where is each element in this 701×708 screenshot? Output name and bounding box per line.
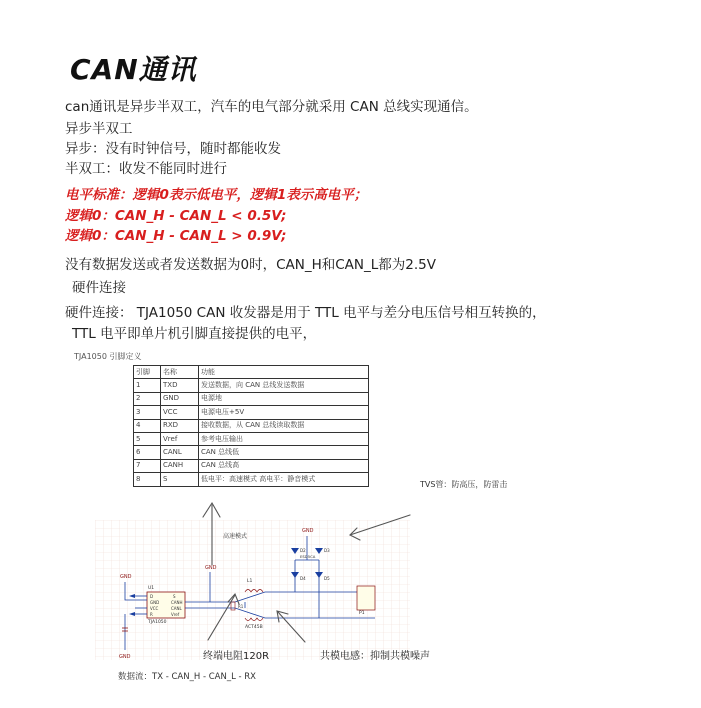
table-cell: VCC: [161, 406, 199, 419]
chip-pin-label: R: [150, 612, 153, 617]
data-flow-note: 数据流：TX - CAN_H - CAN_L - RX: [118, 672, 257, 682]
level-standard: 电平标准：逻辑0表示低电平，逻辑1表示高电平；: [65, 187, 368, 203]
chip-pin-label: CANH: [171, 600, 183, 605]
resistor-arrow-head: [228, 594, 239, 604]
logic0-rule-a: 逻辑0：CAN_H - CAN_L < 0.5V;: [65, 208, 287, 224]
hardware-line-1: 硬件连接： TJA1050 CAN 收发器是用于 TTL 电平与差分电压信号相互转换的，: [65, 305, 546, 321]
resistor-arrow: [208, 595, 235, 640]
chip-pin-label: GND: [150, 600, 160, 605]
table-cell: GND: [161, 392, 199, 405]
table-cell: 接收数据，从 CAN 总线读取数据: [199, 419, 369, 432]
table-cell: 参考电压输出: [199, 432, 369, 445]
gnd-label-3: GND: [302, 528, 314, 534]
chip-pin-label: Vref: [171, 612, 180, 617]
tvs-arrow: [350, 515, 410, 535]
gnd-label-2: GND: [205, 565, 217, 571]
table-cell: 7: [134, 459, 161, 472]
header-cell: 功能: [199, 366, 369, 379]
table-cell: CAN 总线低: [199, 446, 369, 459]
hardware-line-2: TTL 电平即单片机引脚直接提供的电平，: [72, 326, 317, 342]
table-cell: 4: [134, 419, 161, 432]
table-cell: 2: [134, 392, 161, 405]
table-cell: Vref: [161, 432, 199, 445]
table-cell: S: [161, 473, 199, 486]
table-cell: RXD: [161, 419, 199, 432]
table-cell: 3: [134, 406, 161, 419]
page-title: CAN通讯: [70, 53, 197, 86]
chip-ref: U1: [148, 586, 155, 591]
half-duplex-definition: 半双工：收发不能同时进行: [65, 161, 227, 177]
gnd-label-1: GND: [120, 574, 132, 580]
diode-ref: D3: [324, 548, 330, 553]
table-cell: CAN 总线高: [199, 459, 369, 472]
connector-ref: P1: [359, 611, 365, 616]
table-cell: 8: [134, 473, 161, 486]
inductor-ref: L1: [247, 579, 253, 584]
tvs-arrow-head: [350, 528, 360, 540]
chip-name: TJA1050: [148, 620, 167, 625]
highspeed-label: 高速模式: [223, 533, 248, 540]
header-cell: 引脚: [134, 366, 161, 379]
pin-table-caption: TJA1050 引脚定义: [74, 352, 142, 361]
choke-arrow: [278, 612, 305, 642]
termination-resistor-note: 终端电阻120R: [203, 651, 270, 662]
hardware-heading: 硬件连接: [72, 280, 126, 296]
logic0-rule-b: 逻辑0：CAN_H - CAN_L > 0.9V;: [65, 228, 287, 244]
table-cell: 低电平：高速模式 高电平：静音模式: [199, 473, 369, 486]
header-cell: 名称: [161, 366, 199, 379]
table-cell: TXD: [161, 379, 199, 392]
common-mode-choke-note: 共模电感：抑制共模噪声: [320, 651, 430, 662]
choke-part: ACT45B: [245, 625, 263, 630]
async-definition: 异步：没有时钟信号，随时都能收发: [65, 141, 281, 157]
idle-voltage-note: 没有数据发送或者发送数据为0时，CAN_H和CAN_L都为2.5V: [65, 257, 436, 273]
diode-ref: D2: [300, 548, 306, 553]
table-cell: CANL: [161, 446, 199, 459]
tvs-note: TVS管：防高压，防雷击: [420, 480, 508, 489]
table-cell: 6: [134, 446, 161, 459]
chip-pin-label: S: [173, 594, 176, 599]
tvs-part: ESD5CA: [300, 554, 316, 559]
table-cell: 1: [134, 379, 161, 392]
gnd-label-4: GND: [119, 654, 131, 660]
chip-pin-label: CANL: [171, 606, 182, 611]
async-half-text: 异步半双工: [65, 121, 133, 137]
intro-text: can通讯是异步半双工，汽车的电气部分就采用 CAN 总线实现通信。: [65, 99, 478, 115]
table-cell: 5: [134, 432, 161, 445]
diode-ref: D5: [324, 576, 330, 581]
chip-pin-label: VCC: [150, 606, 159, 611]
diode-ref: D4: [300, 576, 306, 581]
resistor-ref: R1: [238, 604, 244, 609]
chip-pin-label: D: [150, 594, 154, 599]
table-cell: 电源地: [199, 392, 369, 405]
table-cell: 电源电压+5V: [199, 406, 369, 419]
table-cell: CANH: [161, 459, 199, 472]
table-cell: 发送数据，向 CAN 总线发送数据: [199, 379, 369, 392]
